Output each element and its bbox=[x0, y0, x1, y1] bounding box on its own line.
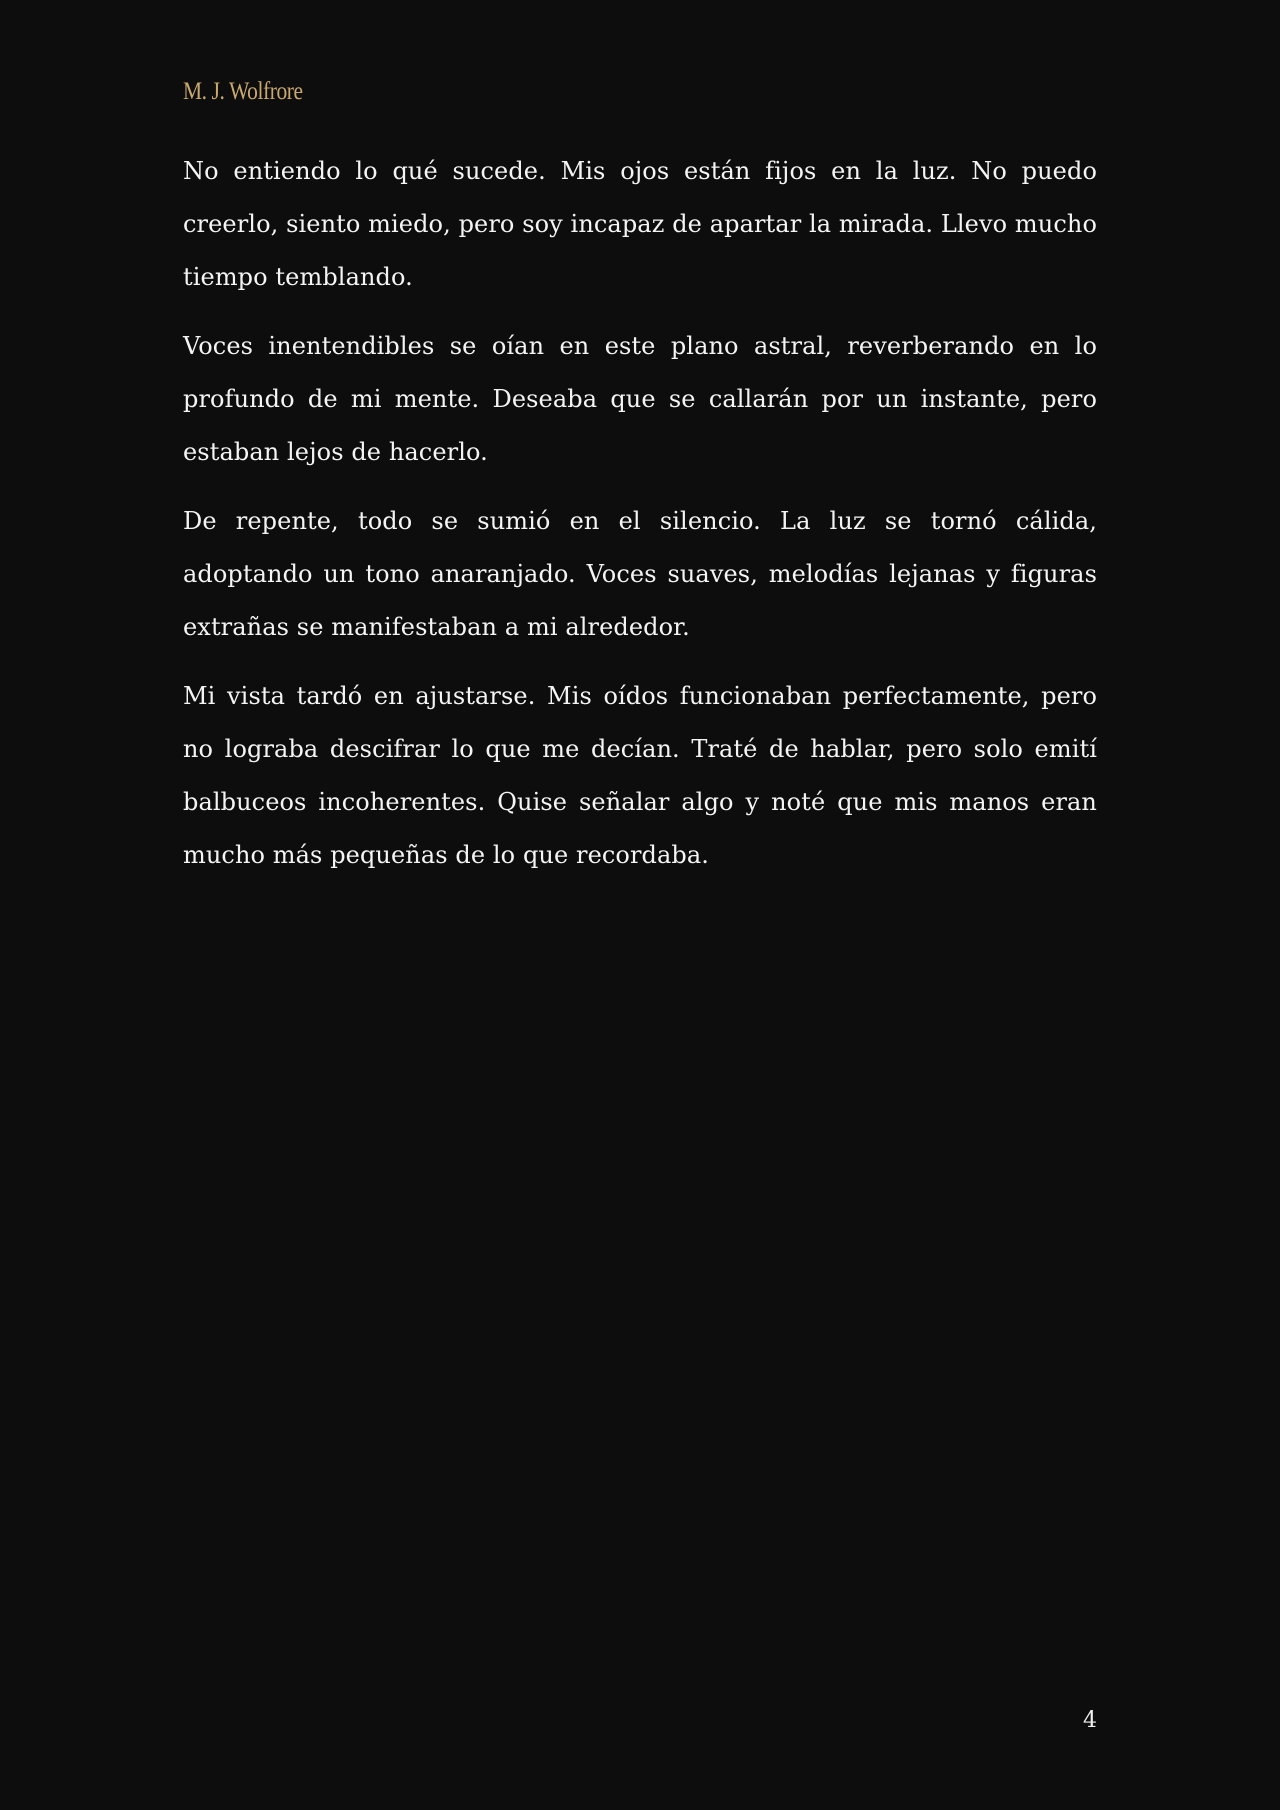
paragraph-2: Voces inentendibles se oían en este plano astral, reverberando en lo profundo de mi mente. Deseaba que se callarán por un instante, pero estaban lejos de hacerlo. bbox=[183, 332, 1097, 466]
paragraph-3: De repente, todo se sumió en el silencio. La luz se tornó cálida, adoptando un tono anaranjado. Voces suaves, melodías lejanas y figuras extrañas se manifestaban a mi alrededor. bbox=[183, 507, 1097, 641]
paragraph-1: No entiendo lo qué sucede. Mis ojos están fijos en la luz. No puedo creerlo, siento miedo, pero soy incapaz de apartar la mirada. Llevo mucho tiempo temblando. bbox=[183, 157, 1097, 291]
paragraph-4: Mi vista tardó en ajustarse. Mis oídos funcionaban perfectamente, pero no lograba descifrar lo que me decían. Traté de hablar, pero solo emití balbuceos incoherentes. Quise señalar algo y noté que mis manos eran mucho más pequeñas de lo que recordaba. bbox=[183, 682, 1097, 869]
author-header: M. J. Wolfrore bbox=[183, 78, 303, 105]
body-text bbox=[183, 145, 1097, 898]
page-number: 4 bbox=[1083, 1708, 1097, 1733]
